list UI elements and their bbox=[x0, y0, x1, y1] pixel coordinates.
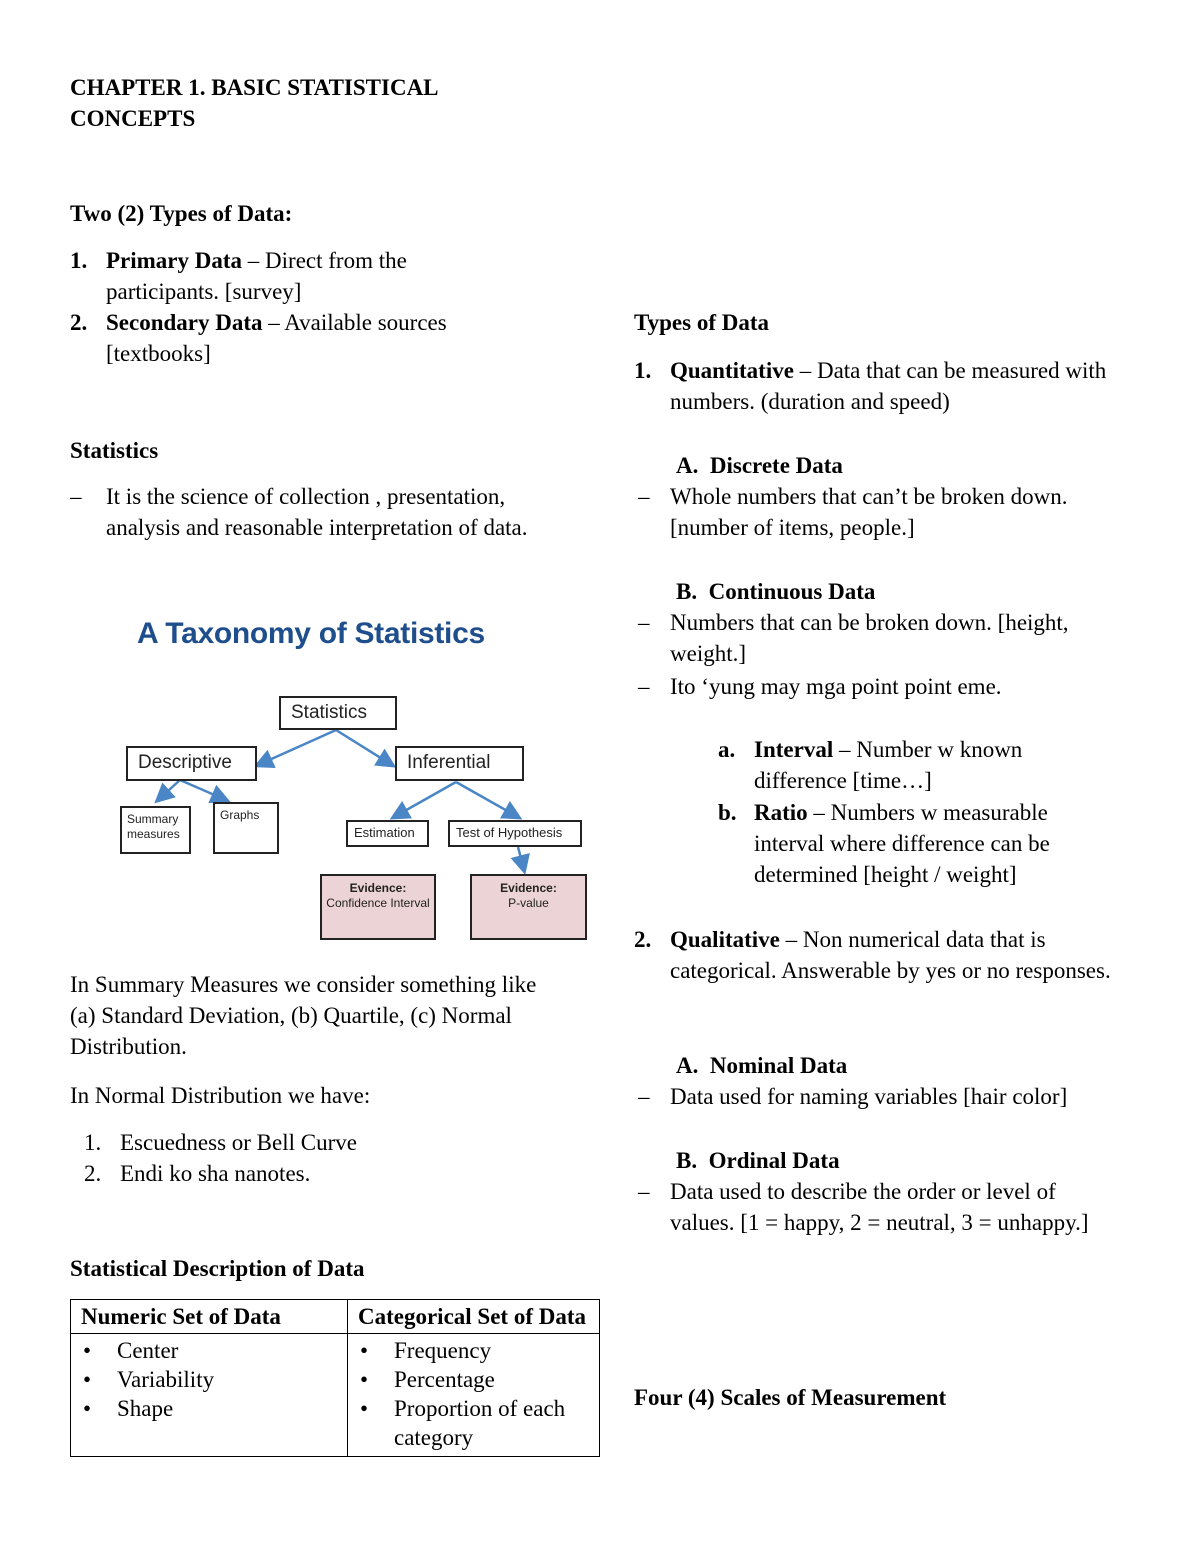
dash-bullet: – bbox=[638, 674, 650, 699]
item-number: 2. bbox=[634, 927, 652, 952]
nominal-heading bbox=[676, 1050, 847, 1081]
node-evidence-confidence bbox=[320, 874, 436, 940]
discrete-definition bbox=[634, 481, 1124, 543]
definition-text: It is the science of collection , presentation, analysis and reasonable interpretation of data. bbox=[106, 484, 528, 540]
normal-paragraph: In Normal Distribution we have: bbox=[70, 1083, 371, 1108]
term-desc: – Numbers w measurable interval where difference can be determined [height / weight] bbox=[754, 800, 1050, 887]
item-number: 2. bbox=[70, 310, 88, 335]
sub-label: A. bbox=[676, 453, 699, 478]
arrow-to-pvalue bbox=[518, 847, 524, 870]
node-statistics: Statistics bbox=[279, 696, 397, 730]
node-evidence-pvalue bbox=[470, 874, 587, 940]
table-cell bbox=[348, 1334, 600, 1457]
evidence-title: Evidence: bbox=[500, 881, 557, 895]
node-graphs: Graphs bbox=[213, 802, 279, 854]
definition-text: Whole numbers that can’t be broken down. [number of items, people.] bbox=[670, 484, 1068, 540]
sub-term: Ordinal Data bbox=[708, 1148, 840, 1173]
statistics-heading: Statistics bbox=[70, 438, 159, 463]
dash-bullet: – bbox=[638, 1084, 650, 1109]
table-cell bbox=[71, 1334, 348, 1457]
term-desc: – Data that can be measured with numbers. (duration and speed) bbox=[670, 358, 1107, 414]
list-item bbox=[70, 245, 510, 307]
sub-label: B. bbox=[676, 1148, 698, 1173]
evidence-title: Evidence: bbox=[349, 881, 407, 895]
list-item: • Center bbox=[81, 1336, 337, 1365]
term: Interval bbox=[754, 737, 834, 762]
chapter-title: CHAPTER 1. BASIC STATISTICAL CONCEPTS bbox=[70, 75, 438, 131]
list-item: • Shape bbox=[81, 1394, 337, 1423]
two-types-heading: Two (2) Types of Data: bbox=[70, 201, 293, 226]
ordinal-definition bbox=[634, 1176, 1114, 1238]
list-item: • Frequency bbox=[358, 1336, 589, 1365]
list-item: • Proportion of each category bbox=[358, 1394, 589, 1452]
sub-term: Continuous Data bbox=[708, 579, 876, 604]
node-estimation: Estimation bbox=[346, 820, 429, 847]
list-item: • Percentage bbox=[358, 1365, 589, 1394]
item-number: 1. bbox=[634, 358, 652, 383]
term-desc: – Non numerical data that is categorical. Answerable by yes or no responses. bbox=[670, 927, 1111, 983]
node-descriptive: Descriptive bbox=[126, 746, 257, 781]
ordinal-heading bbox=[676, 1145, 840, 1176]
continuous-heading bbox=[676, 576, 875, 607]
node-summary-measures: Summary measures bbox=[120, 806, 191, 854]
quantitative-item bbox=[634, 355, 1124, 417]
sub-label: B. bbox=[676, 579, 698, 604]
sub-label: A. bbox=[676, 1053, 699, 1078]
list-item: • Variability bbox=[81, 1365, 337, 1394]
dash-bullet: – bbox=[70, 484, 82, 509]
taxonomy-title: A Taxonomy of Statistics bbox=[137, 617, 485, 650]
interval-item bbox=[718, 734, 1088, 796]
dash-bullet: – bbox=[638, 1179, 650, 1204]
definition-text: Ito ‘yung may mga point point eme. bbox=[670, 674, 1002, 699]
item-text: Escuedness or Bell Curve bbox=[120, 1130, 357, 1155]
table-header: Categorical Set of Data bbox=[348, 1300, 600, 1334]
arrow-to-inferential bbox=[336, 730, 392, 765]
node-inferential: Inferential bbox=[395, 746, 524, 781]
summary-paragraph: In Summary Measures we consider something like (a) Standard Deviation, (b) Quartile, (c) Normal Distribution. bbox=[70, 972, 537, 1059]
types-of-data-heading: Types of Data bbox=[634, 310, 770, 335]
sub-term: Discrete Data bbox=[709, 453, 843, 478]
dash-bullet: – bbox=[638, 610, 650, 635]
term-desc: – Number w known difference [time…] bbox=[754, 737, 1023, 793]
item-number: 1. bbox=[84, 1130, 102, 1155]
definition-text: Data used to describe the order or level of values. [1 = happy, 2 = neutral, 3 = unhappy.] bbox=[670, 1179, 1089, 1235]
arrow-to-graphs bbox=[180, 780, 226, 800]
sdd-heading: Statistical Description of Data bbox=[70, 1256, 365, 1281]
statistical-description-table bbox=[70, 1299, 600, 1457]
statistics-definition bbox=[70, 481, 560, 543]
arrow-to-descriptive bbox=[258, 730, 336, 765]
qualitative-item bbox=[634, 924, 1114, 986]
term-desc: – Direct from the participants. [survey] bbox=[106, 248, 407, 304]
dash-bullet: – bbox=[638, 484, 650, 509]
nominal-definition bbox=[634, 1081, 1134, 1112]
evidence-text: Confidence Interval bbox=[326, 896, 430, 910]
arrow-to-estimation bbox=[394, 782, 456, 817]
term: Quantitative bbox=[670, 358, 794, 383]
arrow-to-test bbox=[456, 782, 518, 817]
item-text: Endi ko sha nanotes. bbox=[120, 1161, 311, 1186]
ratio-item bbox=[718, 797, 1088, 890]
continuous-definition bbox=[634, 607, 1124, 669]
table-header: Numeric Set of Data bbox=[71, 1300, 348, 1334]
evidence-text: P-value bbox=[508, 896, 549, 910]
scales-heading: Four (4) Scales of Measurement bbox=[634, 1385, 947, 1410]
list-item bbox=[84, 1127, 524, 1158]
term: Qualitative bbox=[670, 927, 780, 952]
term: Primary Data bbox=[106, 248, 243, 273]
item-number: 1. bbox=[70, 248, 88, 273]
discrete-heading bbox=[676, 450, 843, 481]
list-item bbox=[70, 307, 510, 369]
list-item bbox=[84, 1158, 524, 1189]
sub-term: Nominal Data bbox=[709, 1053, 848, 1078]
definition-text: Data used for naming variables [hair color] bbox=[670, 1084, 1068, 1109]
term: Ratio bbox=[754, 800, 808, 825]
continuous-note bbox=[634, 671, 1124, 702]
sub-label: b. bbox=[718, 800, 737, 825]
term: Secondary Data bbox=[106, 310, 263, 335]
node-test-of-hypothesis: Test of Hypothesis bbox=[448, 820, 582, 847]
item-number: 2. bbox=[84, 1161, 102, 1186]
definition-text: Numbers that can be broken down. [height, weight.] bbox=[670, 610, 1069, 666]
term-desc: – Available sources [textbooks] bbox=[106, 310, 447, 366]
arrow-to-summary bbox=[158, 780, 180, 800]
sub-label: a. bbox=[718, 737, 736, 762]
